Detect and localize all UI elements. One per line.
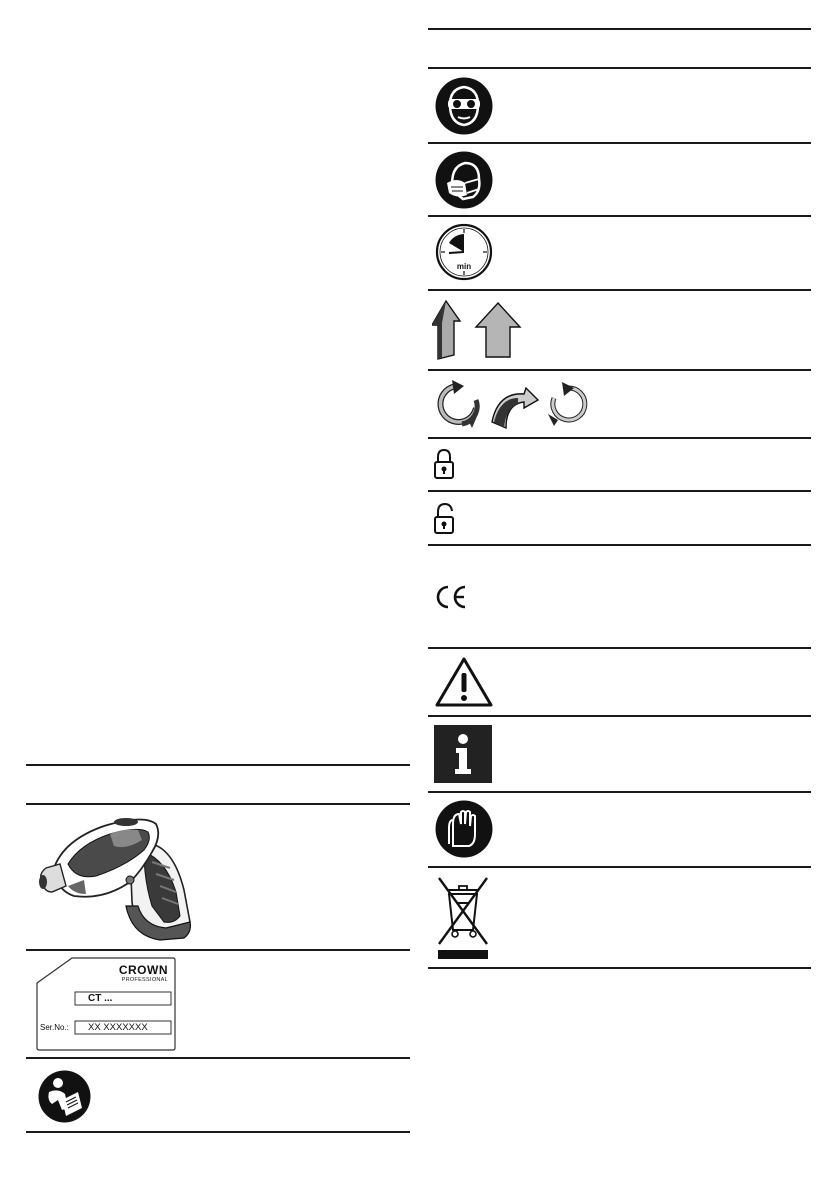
nameplate-label: [36, 957, 176, 1051]
divider: [428, 437, 811, 439]
divider: [428, 866, 811, 868]
dust-mask-icon: [435, 151, 493, 209]
screwdriver-product-image: [34, 810, 194, 942]
divider: [428, 967, 811, 969]
arrow-up-icon: [432, 299, 524, 361]
lock-open-icon: [433, 501, 459, 535]
model-number: CT ...: [88, 993, 113, 1004]
divider: [428, 142, 811, 144]
warning-triangle-icon: [434, 656, 494, 708]
divider: [26, 1057, 410, 1059]
divider: [428, 28, 811, 30]
divider: [428, 544, 811, 546]
divider: [428, 67, 811, 69]
divider: [428, 490, 811, 492]
info-icon: [434, 725, 492, 783]
brand-logo: CROWN: [118, 963, 168, 977]
brand-sub: PROFESSIONAL: [121, 977, 168, 983]
divider: [428, 369, 811, 371]
ce-mark-icon: [433, 584, 469, 610]
safety-goggles-icon: [435, 77, 493, 135]
divider: [428, 791, 811, 793]
divider: [26, 764, 410, 766]
divider: [428, 215, 811, 217]
serial-value: XX XXXXXXX: [88, 1022, 148, 1033]
clock-unit-label: min: [456, 262, 472, 271]
divider: [26, 949, 410, 951]
rotation-direction-icon: [432, 378, 592, 432]
read-manual-icon: [38, 1070, 91, 1123]
divider: [26, 1131, 410, 1133]
lock-closed-icon: [433, 448, 455, 480]
weee-crossed-bin-icon: [433, 874, 493, 960]
clock-min-icon: [435, 223, 493, 281]
divider: [26, 803, 410, 805]
divider: [428, 289, 811, 291]
serial-label: Ser.No.:: [40, 1023, 69, 1032]
divider: [428, 715, 811, 717]
divider: [428, 647, 811, 649]
gloves-icon: [435, 800, 493, 858]
